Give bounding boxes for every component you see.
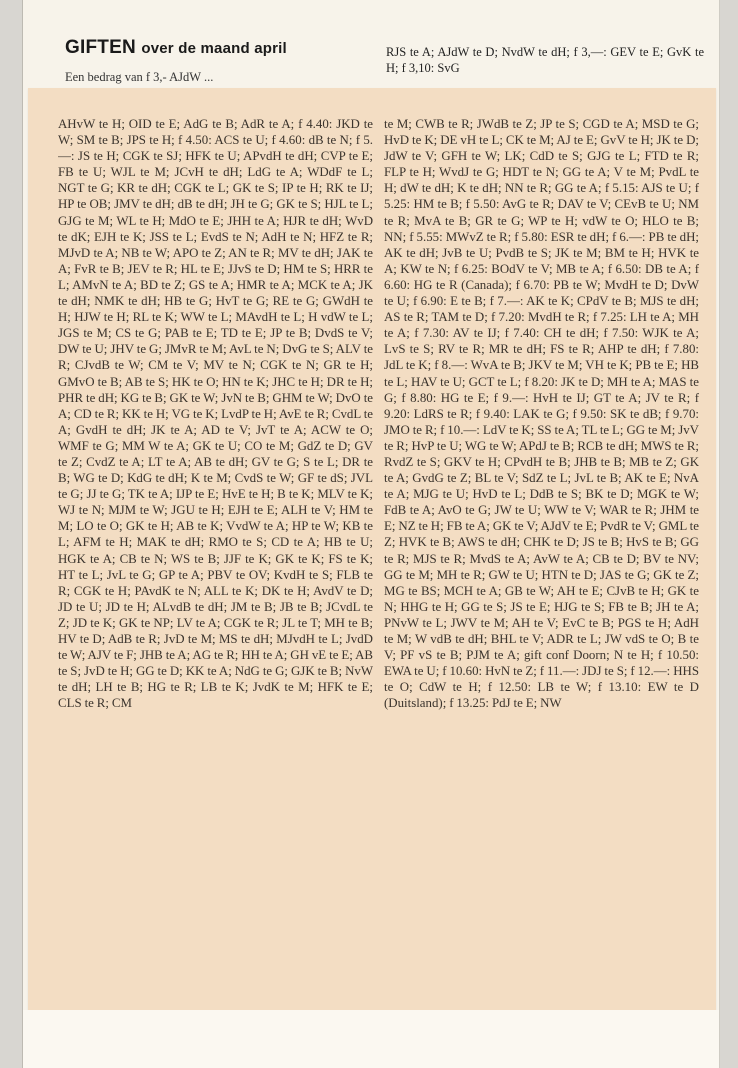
- gift-list-text: te M; CWB te R; JWdB te Z; JP te S; CGD te A; MSD te G; HvD te K; DE vH te L; CK te M; AJ te E; GvV te H; JK te D; JdW te V; GFH te W; LK; CdD te S; GJG te L; FTD te R; FLP te H; WvdJ te G; HDT te N; GG te A; V te M; PvdL te H; dW te dH; K te dH; NN te R; GG te A; f 5.15: AJS te U; f 5.25: HM te B; f 5.50: AvG te R; DAV te V; CEvB te U; NM te R; MvA te B; GR te G; WP te H; vdW te O; HLO te B; NN; f 5.55: MWvZ te R; f 5.80: ESR te dH; f 6.—: PB te dH; AK te dH; JvB te U; PvdB te S; JK te M; BM te H; HVK te A; KW te N; f 6.25: BOdV te V; MB te A; f 6.50: DB te A; f 6.60: HG te R (Canada); f 6.70: PB te W; MvdH te D; DvW te U; f 6.90: E te B; f 7.—: AK te K; CPdV te B; MJS te dH; AS te R; TAM te D; f 7.20: MvdH te R; f 7.25: LH te A; MH te A; f 7.30: AV te IJ; f 7.40: CH te dH; f 7.50: WJK te A; LvS te S; RV te R; MR te dH; FS te R; AHP te dH; f 7.80: JdL te K; f 8.—: WvA te B; JKV te M; VH te K; PB te E; HB te L; HAV te U; GCT te L; f 8.20: JK te D; MH te A; MAS te G; f 8.80: HG te E; f 9.—: HvH te IJ; GT te A; JV te R; f 9.20: LdRS te R; f 9.40: LAK te G; f 9.50: SK te dB; f 9.70: JMO te R; f 10.—: LdV te K; SS te A; TL te L; GG te M; JvV te R; HvP te U; WG te W; APdJ te B; RCB te dH; MWS te R; RvdZ te S; GKV te H; CPvdH te B; JHB te B; MB te Z; GK te A; GvdG te Z; BL te V; SdZ te L; JvL te B; AK te E; NvA te A; MJG te U; HvD te L; DdB te S; BK te D; MGK te W; FdB te A; AvO te G; JW te U; WW te V; WAR te R; JHM te E; NZ te H; FB te A; GK te V; AJdV te E; PvdR te V; GML te Z; HVK te B; AWS te dH; CHK te D; JS te B; HvS te B; GG te R; MJS te R; MvdS te A; AvW te A; CB te D; BV te NV; GG te M; MH te R; GW te U; HTN te D; JAS te G; GK te Z; MG te BS; MCH te A; GB te W; AH te E; CJvB te H; GK te N; HHG te H; GG te S; JS te E; HJG te S; FB te B; JH te A; PNvW te L; JWV te M; AH te V; EvC te B; PGS te H; AdH te M; W vdB te dH; BHL te V; ADR te L; JW vdS te O; B te V; PF vS te B; PJM te A; gift conf Doorn; N te H; f 10.50: EWA te U; f 10.60: HvN te Z; f 11.—: JDJ te S; f 12.—: HHS te O; CdW te H; f 12.50: LB te W; f 13.10: EW te D (Duitsland); f 13.25: PdJ te E; NW: [384, 117, 699, 711]
- intro-text-right: RJS te A; AJdW te D; NvdW te dH; f 3,—: GEV te E; GvK te H; f 3,10: SvG: [386, 45, 704, 75]
- gift-list-text: AHvW te H; OID te E; AdG te B; AdR te A; f 4.40: JKD te W; SM te B; JPS te H; f 4.50: ACS te U; f 4.60: dB te N; f 5.—: JS te H; CGK te SJ; HFK te U; APvdH te dH; CVP te E; FB te U; WJL te M; JCvH te dH; LdG te A; WDdF te L; NGT te G; KR te dH; CGK te L; GK te S; IP te H; RK te IJ; HP te OB; JMV te dH; dB te dH; JH te G; GK te S; HJL te L; GJG te M; WL te H; MdO te E; JHH te A; HJR te dH; WvD te dK; EJH te K; JSS te L; EvdS te N; AdH te N; HFZ te R; MJvD te A; NB te W; APO te Z; AN te R; MV te dH; JAK te A; FvR te B; JEV te R; HL te E; JJvS te D; HM te S; HRR te L; AMvN te A; BD te Z; GS te A; HMR te A; MCK te A; JK te dH; NMK te dH; HB te G; HvT te G; RE te G; GWdH te H; HJW te H; RL te K; WW te L; MAvdH te L; H vdW te L; JGS te M; CS te G; PAB te E; TD te E; JP te B; DvdS te V; DW te U; JHV te G; JMvR te M; AvL te N; DvG te S; ALV te R; CJvdB te W; CM te V; MV te N; CGK te N; GR te H; GMvO te B; AB te S; HK te O; HN te K; JHC te H; DR te H; PHR te dH; KG te B; GK te W; JvN te B; GHM te W; DvO te A; CD te R; KK te H; VG te K; LvdP te H; AvE te R; CvdL te A; GvdH te dH; JK te A; AD te V; JvT te A; ACW te O; WMF te G; MM W te A; GK te U; CO te M; GdZ te D; GV te Z; CvdZ te A; LT te A; AB te dH; GV te G; S te L; DR te B; WG te D; KdG te dH; K te M; CvdS te W; GF te dS; JVL te G; JJ te G; TK te A; IJP te E; HvE te H; B te K; MLV te K; WJ te N; MJM te W; JGU te H; EJH te E; ALH te V; HM te M; LO te O; GK te H; AB te K; VvdW te A; HP te W; KB te L; AFM te H; MAK te dH; RMO te S; CD te A; HB te U; HGK te A; CB te N; WS te B; JJF te K; GK te K; FS te K; HT te L; JvL te G; GP te A; PBV te OV; KvdH te S; FLB te R; CGK te H; PAvdK te N; ALL te K; DK te H; AvdV te D; JD te U; JD te H; ALvdB te dH; JM te B; JB te B; JCvdL te Z; JD te K; GK te NP; LV te A; CGK te R; JL te T; MH te B; HV te D; AdB te R; JvD te M; MS te dH; MJvdH te L; JvdD te W; AJV te F; JHB te A; AG te R; HH te A; GH vE te E; AB te S; JvD te H; GG te D; KK te A; NdG te G; GJK te B; NvW te dH; LH te B; HG te R; LB te K; JvdK te M; HFK te E; CLS te R; CM: [58, 117, 373, 711]
- header-strip: [23, 34, 719, 92]
- page-bottom-margin: [23, 1010, 719, 1068]
- magazine-page: [22, 0, 720, 1068]
- gift-column-right: [384, 116, 699, 996]
- title-main: GIFTEN: [65, 37, 136, 58]
- gift-list-clipping: [28, 88, 716, 1011]
- page-title: [65, 37, 287, 59]
- gift-column-left: [58, 116, 373, 996]
- intro-text-left: Een bedrag van f 3,- AJdW ...: [65, 70, 214, 84]
- title-rest: over de maand april: [141, 40, 287, 57]
